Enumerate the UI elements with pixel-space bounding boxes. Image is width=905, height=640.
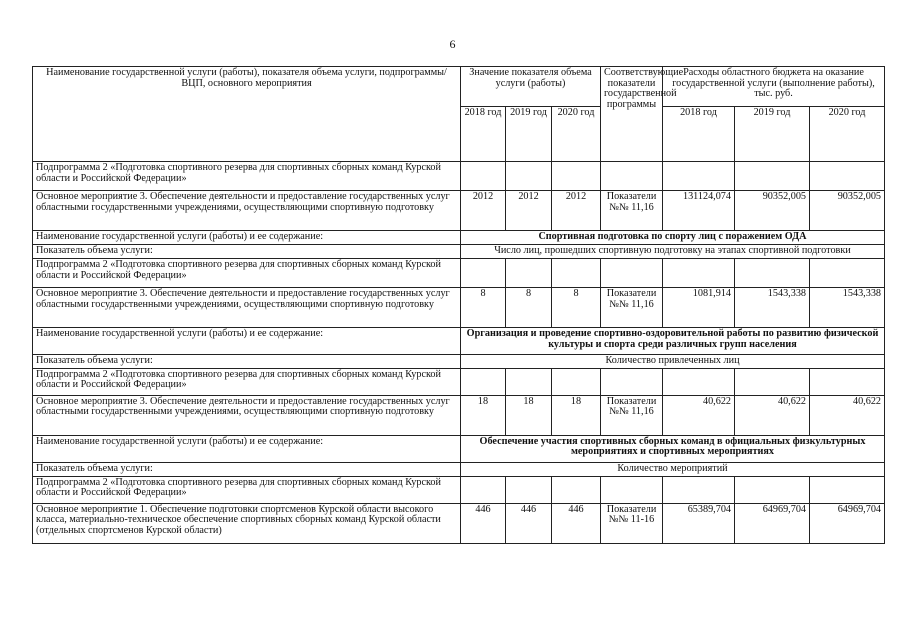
- indicator-row: [33, 245, 885, 259]
- activity-name: Основное мероприятие 3. Обеспечение деятельности и предоставление государственных услуг областными государственными учреждениями, осуществляющими спортивную подготовку: [33, 395, 461, 435]
- volume-2018: 2012: [461, 191, 506, 231]
- indicator-label: Показатель объема услуги:: [33, 355, 461, 369]
- services-table: [32, 66, 885, 544]
- activity-name: Основное мероприятие 1. Обеспечение подготовки спортсменов Курской области высокого класса, материально-техническое обеспечение спортивных сборных команд Курской области (отдельных спортсменов Курской области): [33, 503, 461, 543]
- header-indicators-column: Соответствующие показатели государственной программы: [601, 67, 663, 162]
- budget-2018: 40,622: [663, 395, 735, 435]
- volume-2020: 8: [552, 288, 601, 328]
- budget-2019: 64969,704: [735, 503, 810, 543]
- service-label: Наименование государственной услуги (работы) и ее содержание:: [33, 435, 461, 462]
- service-row: [33, 435, 885, 462]
- volume-2020: 2012: [552, 191, 601, 231]
- indicator-label: Показатель объема услуги:: [33, 245, 461, 259]
- service-name: Спортивная подготовка по спорту лиц с поражением ОДА: [461, 231, 885, 245]
- header-budget-group: Расходы областного бюджета на оказание государственной услуги (выполнение работы), тыс. руб.: [663, 67, 885, 107]
- header-volume-year-2020: 2020 год: [552, 107, 601, 162]
- program-indicators: Показатели №№ 11-16: [601, 503, 663, 543]
- subprogram-name: Подпрограмма 2 «Подготовка спортивного резерва для спортивных сборных команд Курской области и Российской Федерации»: [33, 368, 461, 395]
- program-indicators: Показатели №№ 11,16: [601, 191, 663, 231]
- volume-2018: 8: [461, 288, 506, 328]
- header-budget-year-2018: 2018 год: [663, 107, 735, 162]
- service-row: [33, 231, 885, 245]
- volume-2019: 8: [506, 288, 552, 328]
- budget-2018: 65389,704: [663, 503, 735, 543]
- indicator-row: [33, 462, 885, 476]
- budget-2018: 131124,074: [663, 191, 735, 231]
- subprogram-name: Подпрограмма 2 «Подготовка спортивного резерва для спортивных сборных команд Курской области и Российской Федерации»: [33, 162, 461, 191]
- subprogram-row: [33, 476, 885, 503]
- subprogram-row: [33, 259, 885, 288]
- header-volume-year-2018: 2018 год: [461, 107, 506, 162]
- indicator-row: [33, 355, 885, 369]
- indicator-name: Число лиц, прошедших спортивную подготовку на этапах спортивной подготовки: [461, 245, 885, 259]
- volume-2019: 2012: [506, 191, 552, 231]
- indicator-name: Количество привлеченных лиц: [461, 355, 885, 369]
- activity-row: [33, 191, 885, 231]
- volume-2019: 18: [506, 395, 552, 435]
- volume-2018: 446: [461, 503, 506, 543]
- activity-row: [33, 288, 885, 328]
- program-indicators: Показатели №№ 11,16: [601, 288, 663, 328]
- volume-2019: 446: [506, 503, 552, 543]
- header-volume-year-2019: 2019 год: [506, 107, 552, 162]
- service-name: Организация и проведение спортивно-оздоровительной работы по развитию физической культуры и спорта среди различных групп населения: [461, 328, 885, 355]
- activity-row: [33, 395, 885, 435]
- budget-2020: 40,622: [810, 395, 885, 435]
- page-number: 6: [449, 37, 456, 51]
- subprogram-row: [33, 368, 885, 395]
- budget-2020: 1543,338: [810, 288, 885, 328]
- volume-2018: 18: [461, 395, 506, 435]
- activity-name: Основное мероприятие 3. Обеспечение деятельности и предоставление государственных услуг областными государственными учреждениями, осуществляющими спортивную подготовку: [33, 191, 461, 231]
- volume-2020: 446: [552, 503, 601, 543]
- activity-row: [33, 503, 885, 543]
- indicator-label: Показатель объема услуги:: [33, 462, 461, 476]
- service-label: Наименование государственной услуги (работы) и ее содержание:: [33, 231, 461, 245]
- volume-2020: 18: [552, 395, 601, 435]
- subprogram-name: Подпрограмма 2 «Подготовка спортивного резерва для спортивных сборных команд Курской области и Российской Федерации»: [33, 259, 461, 288]
- header-name-column: Наименование государственной услуги (работы), показателя объема услуги, подпрограммы/ВЦП, основного мероприятия: [33, 67, 461, 162]
- activity-name: Основное мероприятие 3. Обеспечение деятельности и предоставление государственных услуг областными государственными учреждениями, осуществляющими спортивную подготовку: [33, 288, 461, 328]
- header-budget-year-2020: 2020 год: [810, 107, 885, 162]
- indicator-name: Количество мероприятий: [461, 462, 885, 476]
- program-indicators: Показатели №№ 11,16: [601, 395, 663, 435]
- budget-2018: 1081,914: [663, 288, 735, 328]
- budget-2020: 90352,005: [810, 191, 885, 231]
- subprogram-name: Подпрограмма 2 «Подготовка спортивного резерва для спортивных сборных команд Курской области и Российской Федерации»: [33, 476, 461, 503]
- service-row: [33, 328, 885, 355]
- budget-2020: 64969,704: [810, 503, 885, 543]
- service-label: Наименование государственной услуги (работы) и ее содержание:: [33, 328, 461, 355]
- header-volume-group: Значение показателя объема услуги (работы): [461, 67, 601, 107]
- budget-2019: 40,622: [735, 395, 810, 435]
- subprogram-row: [33, 162, 885, 191]
- budget-2019: 1543,338: [735, 288, 810, 328]
- header-budget-year-2019: 2019 год: [735, 107, 810, 162]
- budget-2019: 90352,005: [735, 191, 810, 231]
- service-name: Обеспечение участия спортивных сборных команд в официальных физкультурных мероприятиях и спортивных мероприятиях: [461, 435, 885, 462]
